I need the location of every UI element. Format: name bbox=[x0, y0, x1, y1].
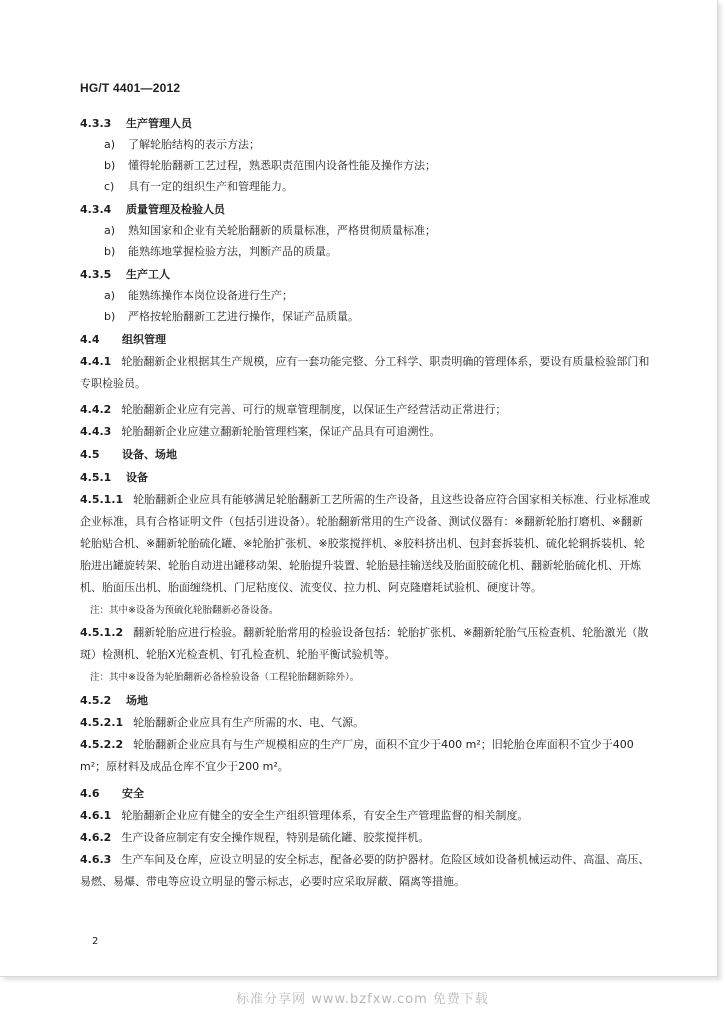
clause-number: 4.6.1 bbox=[80, 809, 112, 822]
section-number: 4.5 bbox=[80, 448, 100, 461]
list-item-text: 严格按轮胎翻新工艺进行操作，保证产品质量。 bbox=[128, 310, 359, 323]
clause-number: 4.5.1.1 bbox=[80, 493, 124, 506]
clause-text: 翻新轮胎应进行检验。翻新轮胎常用的检验设备包括：轮胎扩张机、※翻新轮胎气压检查机、轮胎激光（散斑）检测机、轮胎X光检查机、钉孔检查机、轮胎平衡试验机等。 bbox=[80, 626, 649, 661]
section-title: 设备 bbox=[126, 471, 148, 484]
list-item-text: 熟知国家和企业有关轮胎翻新的质量标准，严格贯彻质量标准； bbox=[128, 224, 436, 237]
section-title: 生产工人 bbox=[126, 268, 170, 281]
list-marker: b) bbox=[104, 159, 116, 172]
section-heading bbox=[80, 694, 652, 708]
clause-paragraph bbox=[80, 809, 652, 823]
clause-text: 轮胎翻新企业应具有生产所需的水、电、气源。 bbox=[133, 716, 365, 729]
section-number: 4.5.2 bbox=[80, 694, 112, 707]
section-heading bbox=[80, 448, 652, 462]
clause-number: 4.4.2 bbox=[80, 403, 112, 416]
clause-paragraph bbox=[80, 351, 652, 395]
clause-number: 4.5.2.2 bbox=[80, 738, 124, 751]
clause-text: 轮胎翻新企业应有健全的安全生产组织管理体系，有安全生产管理监督的相关制度。 bbox=[121, 809, 529, 822]
list-marker: a) bbox=[104, 289, 116, 302]
clause-text: 生产车间及仓库，应设立明显的安全标志，配备必要的防护器材。危险区域如设备机械运动件、高温、高压、易燃、易爆、带电等应设立明显的警示标志，必要时应采取屏蔽、隔离等措施。 bbox=[80, 853, 650, 888]
section-title: 组织管理 bbox=[122, 333, 166, 346]
clause-text: 轮胎翻新企业应建立翻新轮胎管理档案，保证产品具有可追溯性。 bbox=[121, 425, 441, 438]
section-title: 质量管理及检验人员 bbox=[126, 203, 225, 216]
list-item-text: 能熟练操作本岗位设备进行生产； bbox=[128, 289, 293, 302]
section-number: 4.6 bbox=[80, 787, 100, 800]
site-watermark: 标准分享网 www.bzfxw.com 免费下载 bbox=[236, 992, 489, 1007]
clause-text: 轮胎翻新企业应具有与生产规模相应的生产厂房，面积不宜少于400 m²；旧轮胎仓库面积不宜少于400 m²；原材料及成品仓库不宜少于200 m²。 bbox=[80, 738, 634, 773]
section-title: 设备、场地 bbox=[122, 448, 177, 461]
section-number: 4.3.4 bbox=[80, 203, 112, 216]
clause-paragraph bbox=[80, 734, 652, 778]
section-title: 安全 bbox=[122, 787, 144, 800]
section-heading bbox=[80, 333, 652, 347]
list-item-text: 具有一定的组织生产和管理能力。 bbox=[128, 180, 293, 193]
note: 注：其中※设备为轮胎翻新必备检验设备（工程轮胎翻新除外）。 bbox=[90, 672, 360, 683]
list-item bbox=[80, 138, 652, 152]
section-heading bbox=[80, 203, 652, 217]
list-item bbox=[80, 159, 652, 173]
list-marker: b) bbox=[104, 310, 116, 323]
clause-number: 4.4.1 bbox=[80, 355, 112, 368]
clause-text: 生产设备应制定有安全操作规程，特别是硫化罐、胶浆搅拌机。 bbox=[121, 831, 430, 844]
section-title: 生产管理人员 bbox=[126, 117, 192, 130]
clause-paragraph bbox=[80, 403, 652, 417]
clause-paragraph bbox=[80, 831, 652, 845]
list-item bbox=[80, 180, 652, 194]
section-number: 4.4 bbox=[80, 333, 100, 346]
clause-number: 4.6.3 bbox=[80, 853, 112, 866]
section-heading bbox=[80, 471, 652, 485]
section-number: 4.3.3 bbox=[80, 117, 112, 130]
note: 注：其中※设备为预硫化轮胎翻新必备设备。 bbox=[90, 605, 279, 616]
list-item bbox=[80, 224, 652, 238]
clause-paragraph bbox=[80, 622, 652, 666]
clause-paragraph bbox=[80, 425, 652, 439]
list-item bbox=[80, 245, 652, 259]
section-number: 4.5.1 bbox=[80, 471, 112, 484]
clause-text: 轮胎翻新企业根据其生产规模，应有一套功能完整、分工科学、职责明确的管理体系，要设有质量检验部门和专职检验员。 bbox=[80, 355, 650, 390]
clause-text: 轮胎翻新企业应有完善、可行的规章管理制度，以保证生产经营活动正常进行； bbox=[121, 403, 507, 416]
list-item-text: 了解轮胎结构的表示方法； bbox=[128, 138, 260, 151]
page-number: 2 bbox=[92, 936, 99, 947]
clause-paragraph bbox=[80, 716, 652, 730]
list-item bbox=[80, 310, 652, 324]
list-marker: a) bbox=[104, 138, 116, 151]
list-item-text: 能熟练地掌握检验方法，判断产品的质量。 bbox=[128, 245, 337, 258]
standard-code: HG/T 4401—2012 bbox=[80, 81, 181, 95]
section-number: 4.3.5 bbox=[80, 268, 112, 281]
list-marker: c) bbox=[104, 180, 115, 193]
clause-number: 4.6.2 bbox=[80, 831, 112, 844]
clause-paragraph bbox=[80, 849, 652, 893]
list-marker: b) bbox=[104, 245, 116, 258]
clause-number: 4.4.3 bbox=[80, 425, 112, 438]
list-item bbox=[80, 289, 652, 303]
list-marker: a) bbox=[104, 224, 116, 237]
clause-number: 4.5.2.1 bbox=[80, 716, 124, 729]
section-title: 场地 bbox=[126, 694, 148, 707]
section-heading bbox=[80, 787, 652, 801]
clause-paragraph bbox=[80, 489, 652, 599]
clause-number: 4.5.1.2 bbox=[80, 626, 124, 639]
document-body bbox=[80, 108, 652, 893]
section-heading bbox=[80, 268, 652, 282]
clause-text: 轮胎翻新企业应具有能够满足轮胎翻新工艺所需的生产设备，且这些设备应符合国家相关标准、行业标准或企业标准，具有合格证明文件（包括引进设备）。轮胎翻新常用的生产设备、测试仪器有：※翻新轮胎打磨机、※翻新轮胎贴合机、※翻新轮胎硫化罐、※轮胎扩张机、※胶浆搅拌机、※胶料挤出机、包封套拆装机、硫化轮辋拆装机、轮胎进出罐旋转架、轮胎自动进出罐移动架、轮胎提升装置、轮胎悬挂输送线及胎面胶硫化机、翻新轮胎硫化机、开炼机、胎面压出机、胎面缠绕机、门尼粘度仪、流变仪、拉力机、阿克隆磨耗试验机、硬度计等。 bbox=[80, 493, 651, 594]
list-item-text: 懂得轮胎翻新工艺过程，熟悉职责范围内设备性能及操作方法； bbox=[128, 159, 436, 172]
section-heading bbox=[80, 117, 652, 131]
